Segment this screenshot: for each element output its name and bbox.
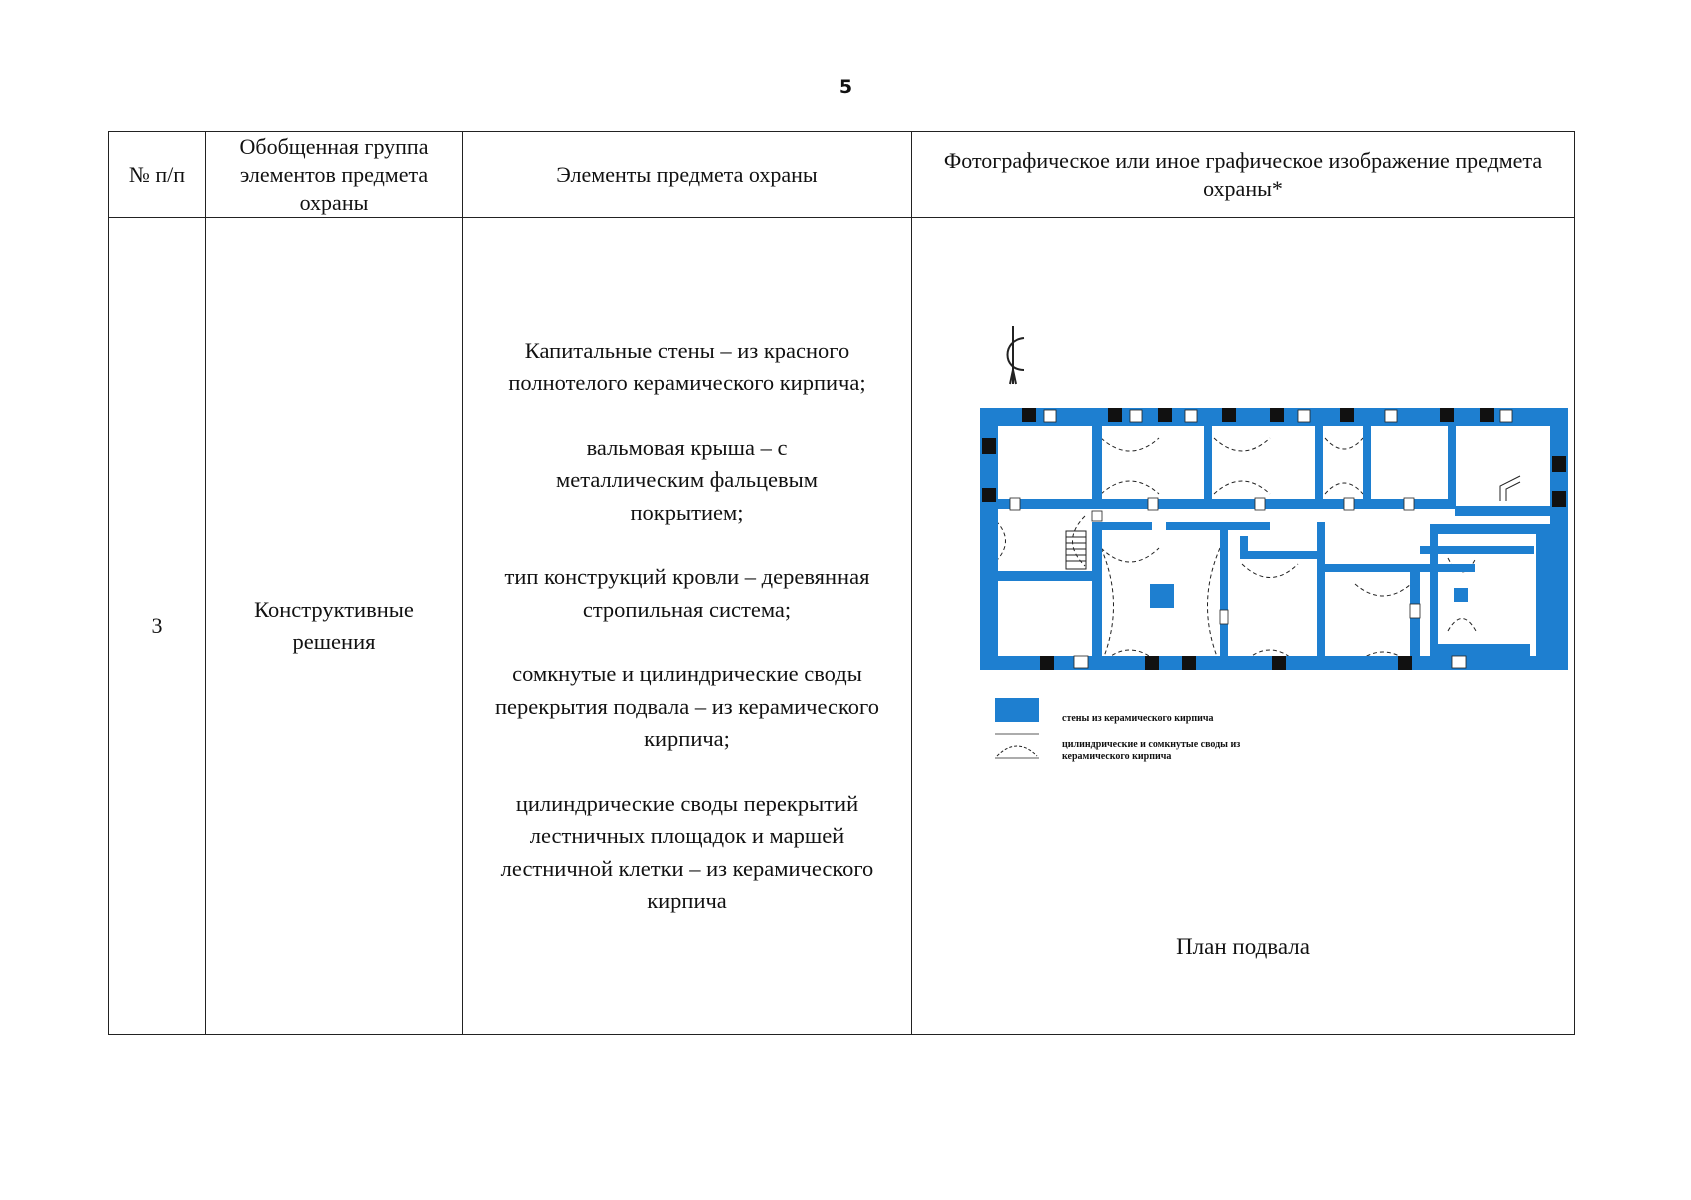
north-arrow-icon	[1008, 326, 1025, 384]
header-group: Обобщенная группа элементов предмета охраны	[206, 132, 463, 218]
legend-vault-arc	[997, 746, 1037, 756]
element-roof: вальмовая крыша – с металлическим фальцевым покрытием;	[556, 434, 818, 525]
table-header-row	[109, 132, 1575, 218]
group-label: Конструктивные решения	[254, 597, 414, 654]
header-elements: Элементы предмета охраны	[463, 132, 912, 218]
row-image	[912, 218, 1575, 1035]
plan-legend	[995, 698, 1039, 758]
header-image: Фотографическое или иное графическое изображение предмета охраны*	[912, 132, 1575, 218]
row-group	[206, 218, 463, 1035]
legend-wall-label: стены из керамического кирпича	[1062, 713, 1214, 724]
brick-walls	[980, 408, 1568, 670]
plan-caption: План подвала	[1176, 934, 1310, 959]
row-number: 3	[109, 218, 206, 1035]
window-openings	[982, 408, 1566, 670]
basement-plan	[980, 326, 1570, 806]
element-walls: Капитальные стены – из красного полнотелого керамического кирпича;	[508, 337, 866, 395]
row-elements	[463, 218, 912, 1035]
protection-table	[108, 131, 1575, 1035]
legend-vault-label: цилиндрические и сомкнутые своды из керамического кирпича	[1062, 739, 1241, 762]
table-row	[109, 218, 1575, 1035]
element-stair-vaults: цилиндрические своды перекрытий лестничных площадок и маршей лестничной клетки – из керамического кирпича	[500, 790, 874, 913]
element-basement-vaults: сомкнутые и цилиндрические своды перекрытия подвала – из керамического кирпича;	[495, 661, 879, 751]
vault-arcs	[991, 438, 1476, 664]
element-roof-structure: тип конструкций кровли – деревянная стропильная система;	[504, 564, 870, 622]
header-number: № п/п	[109, 132, 206, 218]
legend-wall-swatch	[995, 698, 1039, 722]
plan-figure	[912, 218, 1574, 1034]
page-number: 5	[838, 76, 853, 98]
